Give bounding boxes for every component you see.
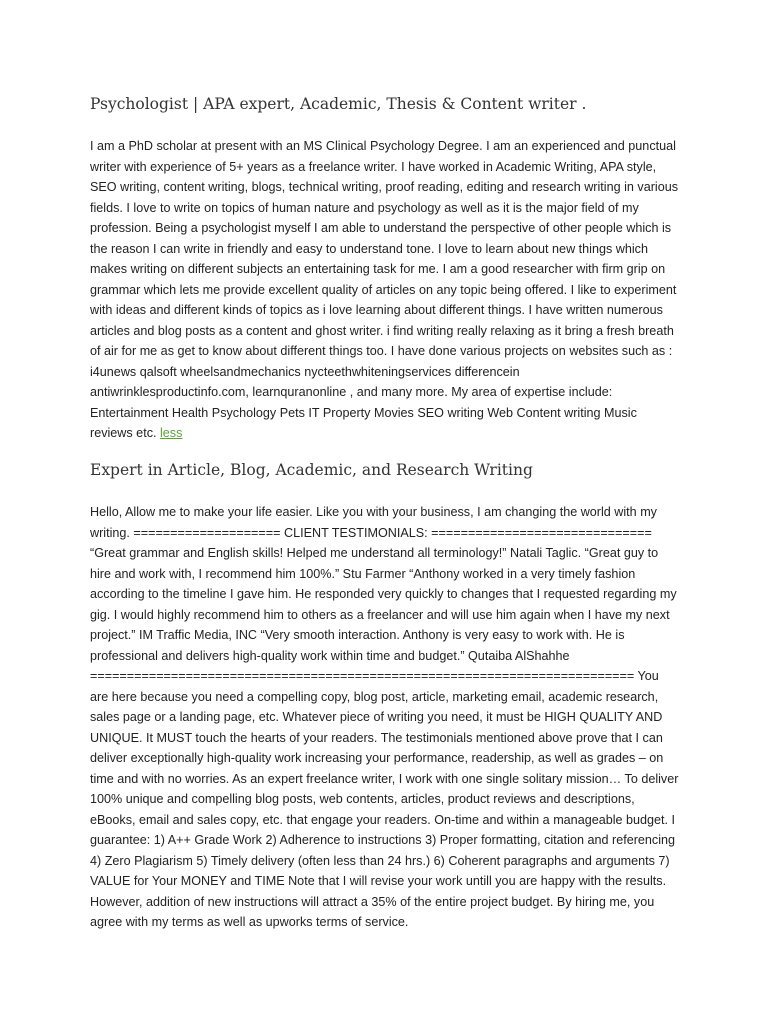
section-title: Expert in Article, Blog, Academic, and Research Writing <box>90 461 533 479</box>
section-title: Psychologist | APA expert, Academic, Thesis & Content writer . <box>90 95 587 113</box>
section-body: Hello, Allow me to make your life easier. Like you with your business, I am changing the world with my writing. ==================== CLIENT TESTIMONIALS: ============================== “Great grammar and English skills! Helped me understand all terminology!” Natali Taglic. “Great guy to hire and work with, I recommend him 100%.” Stu Farmer “Anthony worked in a very timely fashion according to the timeline I gave him. He responded very quickly to changes that I requested regarding my gig. I would highly recommend him to others as a freelancer and will use him again when I have my next project.” IM Traffic Media, INC “Very smooth interaction. Anthony is very easy to work with. He is professional and delivers high-quality work within time and budget.” Qutaiba AlShahhe ========================================================================== You are here because you need a compelling copy, blog post, article, marketing email, academic research, sales page or a landing page, etc. Whatever piece of writing you need, it must be HIGH QUALITY AND UNIQUE. It MUST touch the hearts of your readers. The testimonials mentioned above prove that I can deliver exceptionally high-quality work increasing your performance, readership, as well as grades – on time and with no worries. As an expert freelance writer, I work with one single solitary mission… To deliver 100% unique and compelling blog posts, web contents, articles, product reviews and descriptions, eBooks, email and sales copy, etc. that engage your readers. On-time and within a manageable budget. I guarantee: 1) A++ Grade Work 2) Adherence to instructions 3) Proper formatting, citation and referencing 4) Zero Plagiarism 5) Timely delivery (often less than 24 hrs.) 6) Coherent paragraphs and arguments 7) VALUE for Your MONEY and TIME Note that I will revise your work untill you are happy with the results. However, addition of new instructions will attract a 35% of the entire project budget. By hiring me, you agree with my terms as well as upworks terms of service. <box>90 505 679 929</box>
less-link[interactable]: less <box>160 426 183 440</box>
section-body-text: I am a PhD scholar at present with an MS Clinical Psychology Degree. I am an experienced and punctual writer with experience of 5+ years as a freelance writer. I have worked in Academic Writing, APA style, SEO writing, content writing, blogs, technical writing, proof reading, editing and research writing in various fields. I love to write on topics of human nature and psychology as well as it is the major field of my profession. Being a psychologist myself I am able to understand the perspective of other people which is the reason I can write in friendly and easy to understand tone. I love to learn about new things which makes writing on different subjects an entertaining task for me. I am a good researcher with firm grip on grammar which lets me provide excellent quality of articles on any topic being offered. I like to experiment with ideas and different kinds of topics as i love learning about different things. I have written numerous articles and blog posts as a content and ghost writer. i find writing really relaxing as it bring a fresh breath of air for me as get to know about different things too. I have done various projects on websites such as : i4unews qalsoft wheelsandmechanics nycteethwhiteningservices differencein antiwrinklesproductinfo.com, learnquranonline , and many more. My area of expertise include: Entertainment Health Psychology Pets IT Property Movies SEO writing Web Content writing Music reviews etc. <box>90 139 679 440</box>
section-body <box>90 136 680 444</box>
